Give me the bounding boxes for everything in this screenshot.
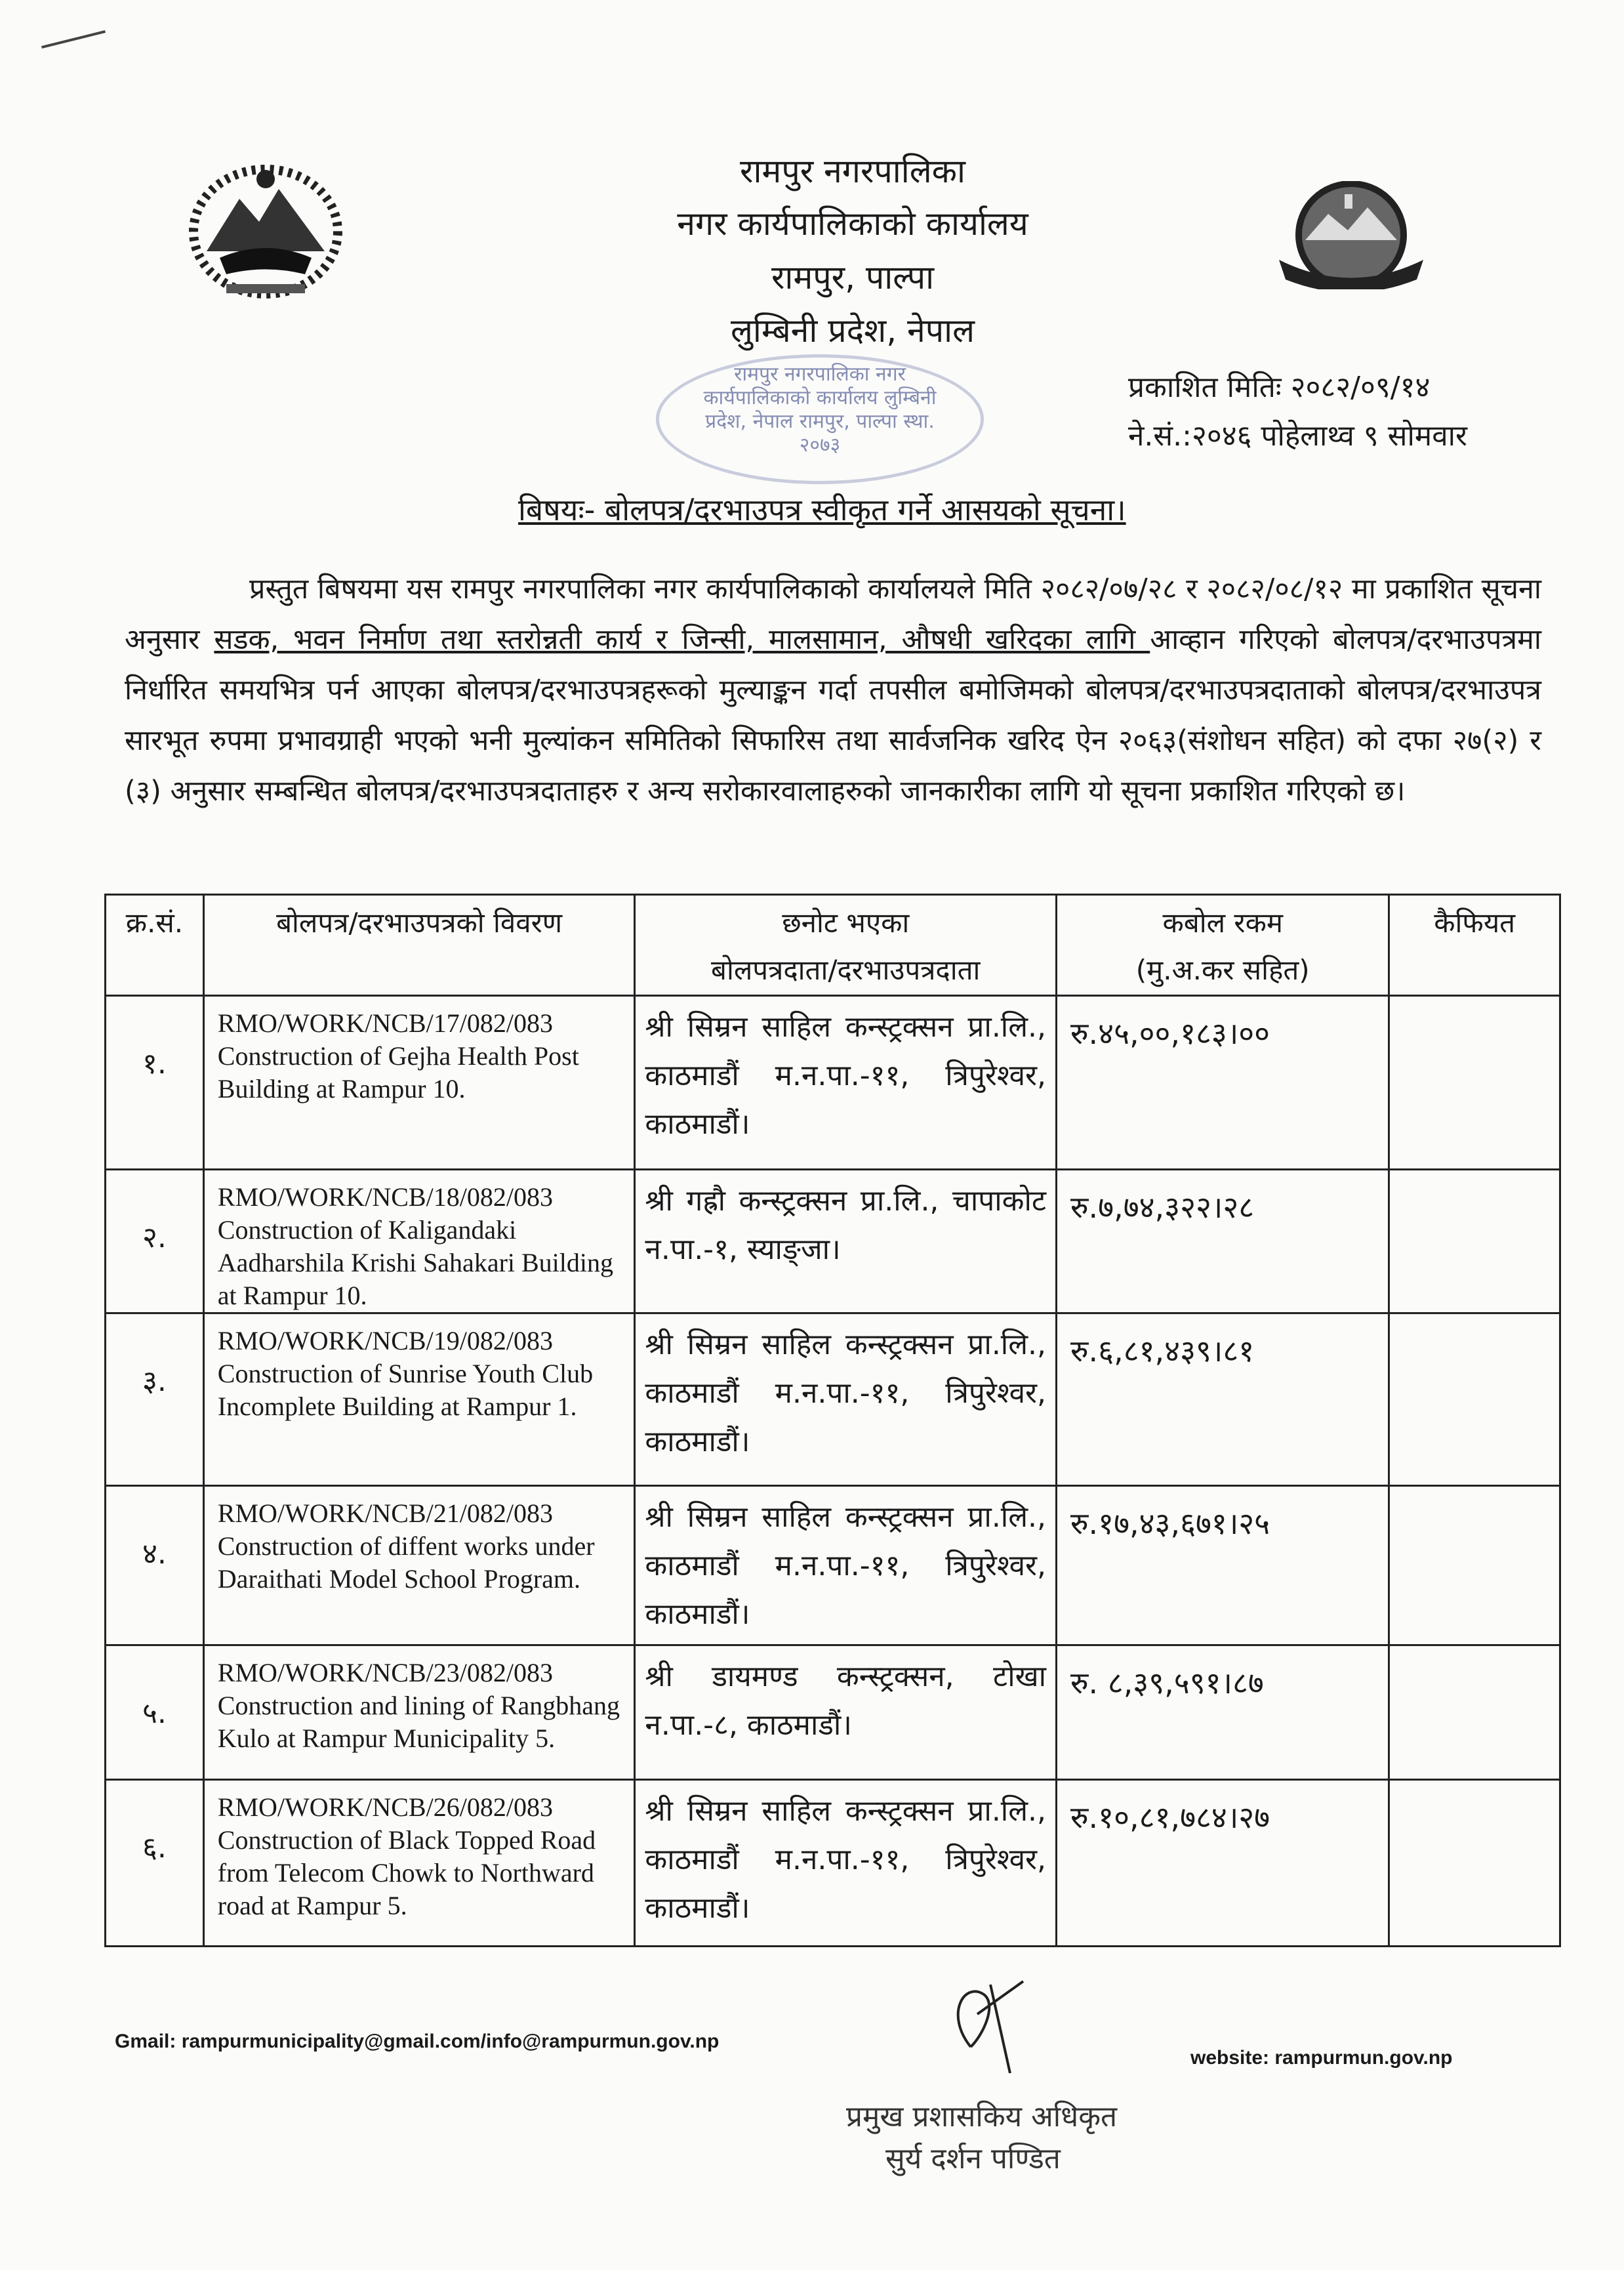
header-bidder-line2: बोलपत्रदाता/दरभाउपत्रदाता [710, 954, 981, 986]
row-bidder: श्री सिम्रन साहिल कन्स्ट्रक्सन प्रा.लि., काठमाडौं म.न.पा.-११, त्रिपुरेश्वर, काठमाडौं। [635, 996, 1057, 1170]
header-description: बोलपत्र/दरभाउपत्रको विवरण [203, 895, 635, 996]
row-remarks [1389, 1645, 1560, 1780]
municipality-name: रामपुर नगरपालिका [740, 152, 965, 190]
row-remarks [1389, 1486, 1560, 1645]
header-bidder-line1: छनोट भएका [782, 907, 910, 939]
footer-website: website: rampurmun.gov.np [1190, 2047, 1453, 2069]
row-amount: रु.४५,००,१८३।०० [1057, 996, 1389, 1170]
rampur-municipality-logo [1276, 181, 1427, 289]
row-sn: ३. [106, 1313, 204, 1486]
row-title: Construction of Black Topped Road from Telecom Chowk to Northward road at Rampur 5. [217, 1825, 596, 1920]
row-bidder: श्री डायमण्ड कन्स्ट्रक्सन, टोखा न.पा.-८, काठमाडौं। [635, 1645, 1057, 1780]
row-description [203, 1170, 635, 1313]
row-title: Construction of Gejha Health Post Building at Rampur 10. [217, 1041, 579, 1104]
office-name: नगर कार्यपालिकाको कार्यालय [677, 205, 1028, 243]
body-underlined: सडक, भवन निर्माण तथा स्तरोन्नती कार्य र जिन्सी, मालसामान, औषधी खरिदका लागि [214, 623, 1150, 656]
row-bidder: श्री सिम्रन साहिल कन्स्ट्रक्सन प्रा.लि., काठमाडौं म.न.पा.-११, त्रिपुरेश्वर, काठमाडौं। [635, 1780, 1057, 1947]
official-stamp [656, 354, 984, 484]
row-sn: ५. [106, 1645, 204, 1780]
notice-subject: बिषयः- बोलपत्र/दरभाउपत्र स्वीकृत गर्ने आसयको सूचना। [518, 492, 1126, 527]
row-title: Construction of Sunrise Youth Club Incomplete Building at Rampur 1. [217, 1359, 594, 1421]
row-sn: ४. [106, 1486, 204, 1645]
row-sn: १. [106, 996, 204, 1170]
row-remarks [1389, 996, 1560, 1170]
row-amount: रु.६,८१,४३९।८१ [1057, 1313, 1389, 1486]
row-remarks [1389, 1170, 1560, 1313]
signature [833, 1975, 1200, 2191]
row-remarks [1389, 1780, 1560, 1947]
header-remarks: कैफियत [1389, 895, 1560, 996]
row-title: Construction of Kaligandaki Aadharshila Krishi Sahakari Building at Rampur 10. [217, 1215, 614, 1310]
signatory-name: सुर्य दर्शन पण्डित [885, 2142, 1061, 2176]
row-reference: RMO/WORK/NCB/18/082/083 [217, 1182, 553, 1212]
table-row [106, 1780, 1560, 1947]
table-row [106, 1486, 1560, 1645]
row-amount: रु.७,७४,३२२।२८ [1057, 1170, 1389, 1313]
footer-email: Gmail: rampurmunicipality@gmail.com/info@rampurmun.gov.np [115, 2031, 720, 2052]
published-date: प्रकाशित मितिः २०८२/०९/१४ [1128, 371, 1431, 404]
row-description [203, 1486, 635, 1645]
row-sn: ६. [106, 1780, 204, 1947]
signature-scrawl [931, 1975, 1063, 2073]
row-bidder: श्री सिम्रन साहिल कन्स्ट्रक्सन प्रा.लि., काठमाडौं म.न.पा.-११, त्रिपुरेश्वर, काठमाडौं। [635, 1486, 1057, 1645]
nepal-sambat-date: ने.सं.:२०४६ पोहेलाथ्व ९ सोमवार [1128, 419, 1468, 453]
signatory-designation: प्रमुख प्रशासकिय अधिकृत [846, 2100, 1118, 2134]
row-description [203, 996, 635, 1170]
stamp-text: रामपुर नगरपालिका नगर कार्यपालिकाको कार्यालय लुम्बिनी प्रदेश, नेपाल रामपुर, पाल्पा स्था. २०७३ [703, 363, 937, 457]
row-reference: RMO/WORK/NCB/23/082/083 [217, 1658, 553, 1687]
table-row [106, 1170, 1560, 1313]
row-bidder: श्री सिम्रन साहिल कन्स्ट्रक्सन प्रा.लि., काठमाडौं म.न.पा.-११, त्रिपुरेश्वर, काठमाडौं। [635, 1313, 1057, 1486]
body-part-1: प्रस्तुत बिषयमा यस रामपुर नगरपालिका नगर कार्यपालिकाको कार्यालयले मिति २०८२/०७/२८ र २०८२/०८/१२ मा प्रकाशित सूचना अनुसार [125, 573, 1541, 656]
row-amount: रु. ८,३९,५९१।८७ [1057, 1645, 1389, 1780]
notice-body [125, 564, 1541, 817]
table-row [106, 996, 1560, 1170]
row-reference: RMO/WORK/NCB/17/082/083 [217, 1008, 553, 1038]
row-description [203, 1780, 635, 1947]
header-amount-line2: (मु.अ.कर सहित) [1135, 954, 1310, 986]
header-sn: क्र.सं. [106, 895, 204, 996]
row-title: Construction of diffent works under Daraithati Model School Program. [217, 1531, 595, 1594]
table-row [106, 1645, 1560, 1780]
office-location: रामपुर, पाल्पा [771, 258, 935, 297]
province-country: लुम्बिनी प्रदेश, नेपाल [730, 312, 975, 350]
row-reference: RMO/WORK/NCB/26/082/083 [217, 1792, 553, 1822]
pen-mark [41, 30, 106, 49]
row-reference: RMO/WORK/NCB/21/082/083 [217, 1498, 553, 1528]
row-description [203, 1645, 635, 1780]
row-description [203, 1313, 635, 1486]
header-bidder [635, 895, 1057, 996]
row-bidder: श्री गह्रौ कन्स्ट्रक्सन प्रा.लि., चापाकोट न.पा.-१, स्याङ्जा। [635, 1170, 1057, 1313]
table-row [106, 1313, 1560, 1486]
header-amount-line1: कबोल रकम [1162, 907, 1283, 939]
row-sn: २. [106, 1170, 204, 1313]
table-header-row [106, 895, 1560, 996]
row-amount: रु.१७,४३,६७१।२५ [1057, 1486, 1389, 1645]
header-amount [1057, 895, 1389, 996]
row-amount: रु.१०,८१,७८४।२७ [1057, 1780, 1389, 1947]
row-reference: RMO/WORK/NCB/19/082/083 [217, 1326, 553, 1355]
body-part-2: आव्हान गरिएको बोलपत्र/दरभाउपत्रमा निर्धारित समयभित्र पर्न आएका बोलपत्र/दरभाउपत्रहरूको मुल्याङ्कन गर्दा तपसील बमोजिमको बोलपत्र/दरभाउपत्रदाताको बोलपत्र/दरभाउपत्र सारभूत रुपमा प्रभावग्राही भएको भनी मुल्यांकन समितिको सिफारिस तथा सार्वजनिक खरिद ऐन २०६३(संशोधन सहित) को दफा २७(२) र (३) अनुसार सम्बन्धित बोलपत्र/दरभाउपत्रदाताहरु र अन्य सरोकारवालाहरुको जानकारीका लागि यो सूचना प्रकाशित गरिएको छ। [125, 623, 1541, 808]
row-remarks [1389, 1313, 1560, 1486]
row-title: Construction and lining of Rangbhang Kulo at Rampur Municipality 5. [217, 1691, 620, 1753]
accepted-bids-table [104, 894, 1561, 1947]
nepal-government-emblem [174, 159, 357, 300]
